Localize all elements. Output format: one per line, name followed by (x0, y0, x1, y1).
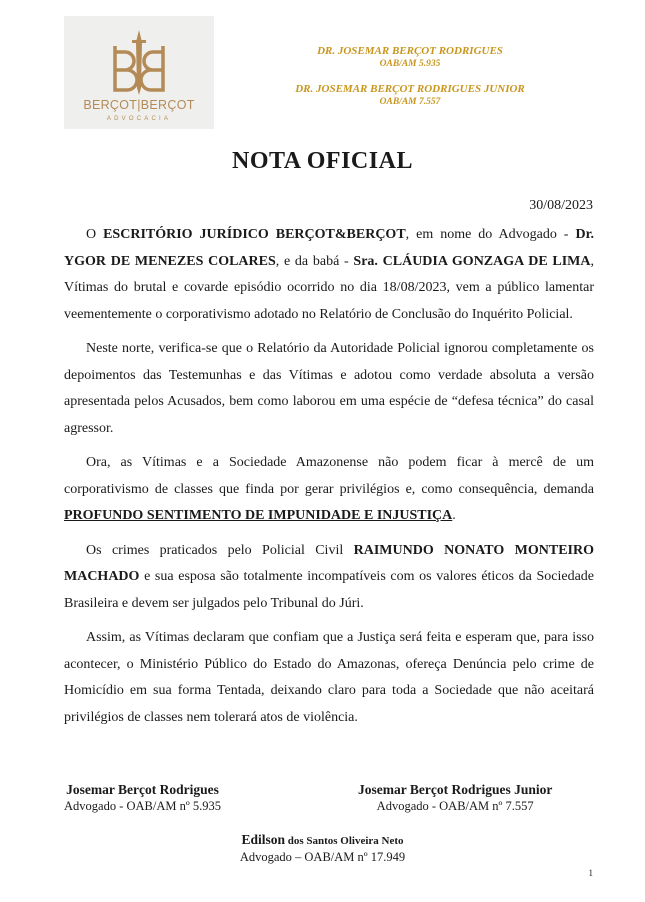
document-title: NOTA OFICIAL (232, 148, 413, 174)
signature-2-name: Josemar Berçot Rodrigues Junior (358, 782, 553, 797)
p1-text-1: O (86, 227, 104, 242)
lawyer-1-name: DR. JOSEMAR BERÇOT RODRIGUES (317, 45, 503, 57)
paragraph-2: Neste norte, verifica-se que o Relatório da Autoridade Policial ignorou completamente os depoimentos das Testemunhas e das Vítimas e adotou como verdade absoluta a versão apresentada pelos Acusados, bem como laborou em uma espécie de “defesa técnica” do casal agressor. (64, 341, 594, 436)
signature-3-first-name: Edilson (241, 832, 285, 847)
document-date: 30/08/2023 (529, 198, 593, 213)
letterhead-lawyers (270, 44, 550, 120)
impunity-phrase: PROFUNDO SENTIMENTO DE IMPUNIDADE E INJUSTIÇA (64, 508, 453, 523)
paragraph-4 (64, 538, 594, 618)
paragraph-3 (64, 450, 594, 530)
page-number: 1 (588, 868, 593, 878)
logo-subtitle: ADVOCACIA (106, 116, 172, 122)
lawyer-1-oab: OAB/AM 5.935 (379, 59, 441, 69)
signature-3 (0, 832, 645, 865)
p1-text-4: , Vítimas do brutal e covarde episódio ocorrido no dia 18/08/2023, vem a público lamentar veementemente o corporativismo adotado no Relatório de Conclusão do Inquérito Policial. (64, 253, 594, 322)
victim-1-name: Dr. YGOR DE MENEZES COLARES (64, 227, 594, 269)
p1-text-3: , e da babá - (275, 253, 354, 269)
p1-text-2: , em nome do Advogado - (405, 227, 576, 242)
signature-2 (358, 782, 552, 814)
signature-1 (64, 782, 221, 814)
victim-2-name: Sra. CLÁUDIA GONZAGA DE LIMA (353, 253, 591, 269)
p3-text-1: Ora, as Vítimas e a Sociedade Amazonense não podem ficar à mercê de um corporativismo de classes que finda por gerar privilégios e, como consequência, demanda (64, 455, 594, 497)
paragraph-1 (64, 222, 594, 328)
lawyer-2-name: DR. JOSEMAR BERÇOT RODRIGUES JUNIOR (295, 83, 525, 95)
signature-3-name (0, 832, 645, 849)
p4-text-1: Os crimes praticados pelo Policial Civil (86, 542, 354, 558)
signature-3-rest-name: dos Santos Oliveira Neto (284, 835, 404, 847)
lawyer-2-oab: OAB/AM 7.557 (379, 97, 441, 107)
paragraph-5: Assim, as Vítimas declaram que confiam que a Justiça será feita e esperam que, para isso acontecer, o Ministério Público do Estado do Amazonas, ofereça Denúncia pelo crime de Homicídio em sua forma Tentada, deixando claro para toda a Sociedade que não aceitará privilégios de classes nem tolerará atos de violência. (64, 630, 594, 725)
signature-2-role: Advogado - OAB/AM nº 7.557 (376, 799, 534, 813)
bb-monogram-icon (109, 28, 169, 96)
logo-name: BERÇOT|BERÇOT (83, 98, 195, 112)
p3-text-2: . (452, 508, 456, 523)
signature-1-name: Josemar Berçot Rodrigues (66, 782, 219, 797)
accused-name: RAIMUNDO NONATO MONTEIRO MACHADO (64, 542, 594, 584)
signature-1-role: Advogado - OAB/AM nº 5.935 (64, 799, 221, 813)
signature-3-role: Advogado – OAB/AM nº 17.949 (239, 850, 406, 864)
firm-logo (64, 16, 214, 129)
document-body (64, 222, 594, 739)
firm-name: ESCRITÓRIO JURÍDICO BERÇOT&BERÇOT (103, 227, 406, 242)
p4-text-2: e sua esposa são totalmente incompatíveis com os valores éticos da Sociedade Brasileira e devem ser julgados pelo Tribunal do Júri. (64, 569, 594, 611)
